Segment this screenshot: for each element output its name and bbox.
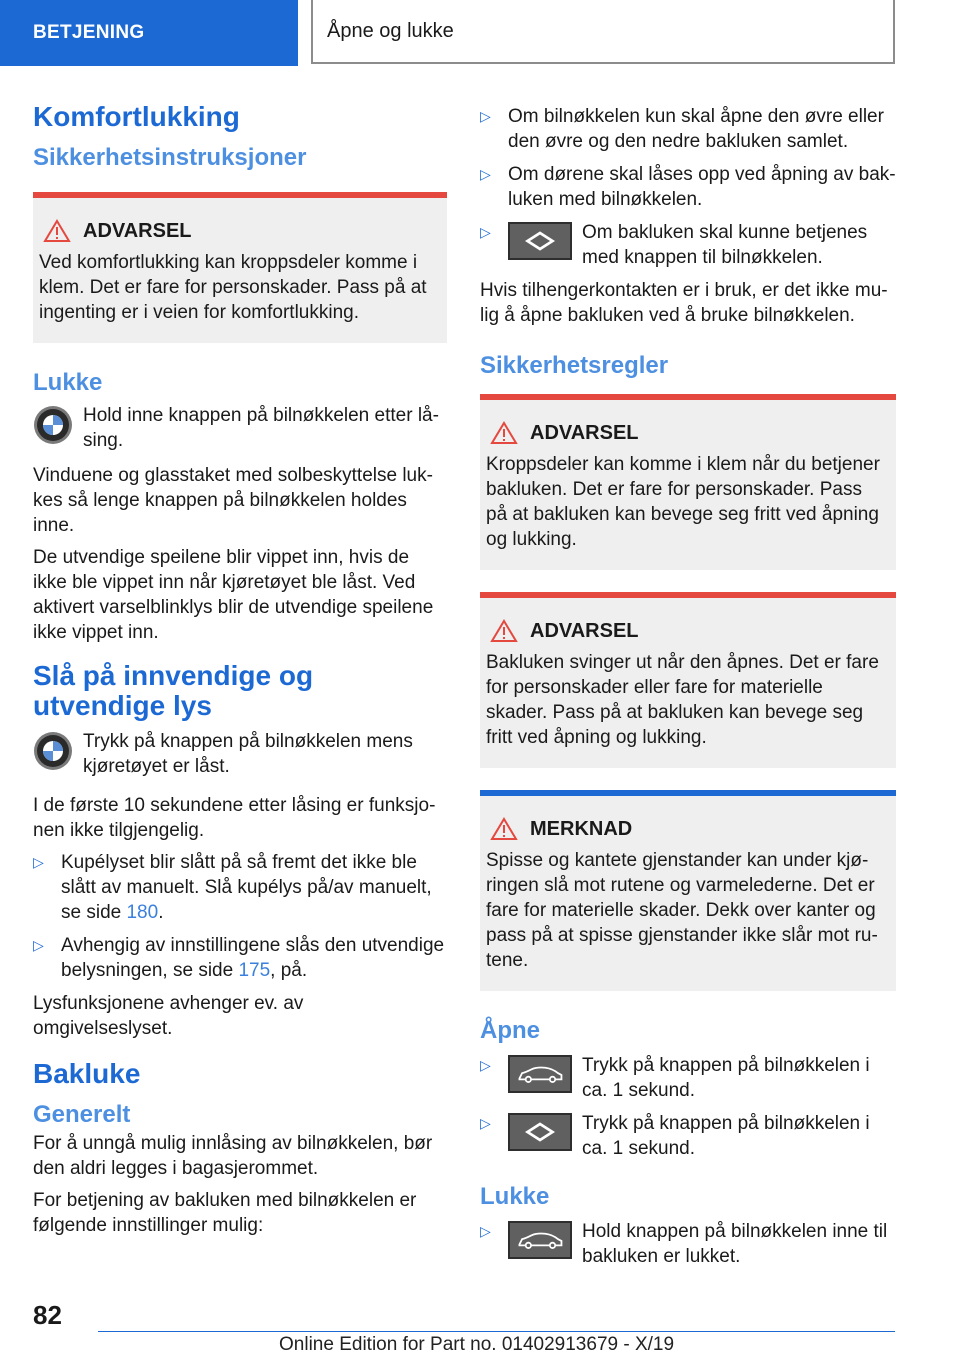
list-item: ▷ Trykk på knappen på bilnøkkelen i ca. 1 sekund.	[480, 1113, 870, 1159]
heading-sikkerhetsregler: Sikkerhetsregler	[480, 352, 669, 379]
bullet-triangle-icon: ▷	[480, 1115, 491, 1131]
warning-text: Ved komfortlukking kan kroppsdeler komme i klem. Det er fare for personskader. Pass på at ingenting er i veien for komfortlukking.	[39, 252, 427, 323]
bullet-triangle-icon: ▷	[480, 1223, 491, 1239]
warning-triangle-icon	[490, 421, 518, 445]
list-item: ▷ Kupélyset blir slått på så fremt det ikke ble slått av manuelt. Slå kupélys på/av manuelt, se side 180.	[33, 852, 432, 923]
paragraph: For å unngå mulig innlåsing av bilnøkkelen, bør den aldri legges i bagasjerommet.	[33, 1133, 433, 1179]
warning-box	[480, 394, 896, 570]
page-link[interactable]: 175	[238, 960, 271, 981]
key-instruction	[33, 403, 447, 453]
note-title: MERKNAD	[530, 818, 633, 840]
heading-lukke-bakluke: Lukke	[480, 1183, 550, 1210]
list-item: ▷ Hold knappen på bilnøkkelen inne til bakluken er lukket.	[480, 1221, 888, 1267]
warning-triangle-icon	[490, 817, 518, 841]
heading-sikkerhetsinstruksjoner: Sikkerhetsinstruksjoner	[33, 144, 307, 171]
bullet-triangle-icon: ▷	[33, 937, 44, 953]
heading-komfortlukking: Komfortlukking	[33, 101, 240, 132]
paragraph: For betjening av bakluken med bilnøkkelen er følgende innstillinger mulig:	[33, 1190, 417, 1236]
warning-title: ADVARSEL	[530, 422, 639, 444]
footer-divider	[98, 1331, 895, 1332]
bmw-key-icon	[33, 731, 73, 771]
bullet-triangle-icon: ▷	[480, 224, 491, 240]
list-item: ▷ Trykk på knappen på bilnøkkelen i ca. 1 sekund.	[480, 1055, 870, 1101]
heading-generelt: Generelt	[33, 1101, 131, 1128]
tailgate-button-icon	[508, 1113, 572, 1151]
paragraph: Vinduene og glasstaket med solbeskyttelse lukkes så lenge knappen på bilnøkkelen holdes inne.	[33, 465, 433, 536]
bullet-triangle-icon: ▷	[480, 108, 491, 124]
warning-title: ADVARSEL	[530, 620, 639, 642]
page-link[interactable]: 180	[126, 902, 159, 923]
paragraph: I de første 10 sekundene etter låsing er funksjonen ikke tilgjengelig.	[33, 795, 436, 841]
left-column	[33, 98, 447, 1245]
bullet-triangle-icon: ▷	[480, 1057, 491, 1073]
car-button-icon	[508, 1055, 572, 1093]
instruction-text: Hold inne knappen på bilnøkkelen etter låsing.	[83, 405, 439, 451]
note-text: Spisse og kantete gjenstander kan under kjøringen slå mot rutene og varmelederne. Det er fare for materielle skader. Dekk over kanter og pass på at spisse gjenstander ikke slår mot rutene.	[486, 850, 878, 971]
heading-lys: Slå på innvendige og utvendige lys	[33, 660, 314, 721]
warning-triangle-icon	[43, 219, 71, 243]
warning-box	[480, 592, 896, 768]
chapter-title: Åpne og lukke	[311, 0, 895, 64]
paragraph: Hvis tilhengerkontakten er i bruk, er det ikke mulig å åpne bakluken ved å bruke bilnøkkelen.	[480, 280, 888, 326]
warning-box	[33, 192, 447, 343]
warning-title: ADVARSEL	[83, 220, 192, 242]
warning-triangle-icon	[490, 619, 518, 643]
heading-bakluke: Bakluke	[33, 1058, 141, 1089]
list-item: ▷ Om dørene skal låses opp ved åpning av bakluken med bilnøkkelen.	[480, 164, 896, 210]
footer-edition: Online Edition for Part no. 01402913679 - X/19	[279, 1334, 675, 1355]
key-instruction	[33, 729, 447, 779]
page-number: 82	[33, 1300, 62, 1330]
section-tab: BETJENING	[0, 0, 298, 66]
list-item: ▷ Om bilnøkkelen kun skal åpne den øvre eller den øvre og den nedre bakluken samlet.	[480, 106, 884, 152]
paragraph: Lysfunksjonene avhenger ev. av omgivelseslyset.	[33, 993, 304, 1039]
bullet-triangle-icon: ▷	[33, 854, 44, 870]
car-button-icon	[508, 1221, 572, 1259]
warning-text: Kroppsdeler kan komme i klem når du betjener bakluken. Det er fare for personskader. Pass på at bakluken kan bevege seg fritt ved åpning og lukking.	[486, 454, 880, 550]
tailgate-button-icon	[508, 222, 572, 260]
note-box	[480, 790, 896, 991]
warning-text: Bakluken svinger ut når den åpnes. Det er fare for personskader eller fare for materielle skader. Pass på at bakluken kan bevege seg fritt ved åpning og lukking.	[486, 652, 879, 748]
heading-lukke: Lukke	[33, 369, 103, 396]
heading-apne: Åpne	[480, 1017, 540, 1044]
instruction-text: Trykk på knappen på bilnøkkelen mens kjøretøyet er låst.	[83, 731, 413, 777]
bmw-key-icon	[33, 405, 73, 445]
paragraph: De utvendige speilene blir vippet inn, hvis de ikke ble vippet inn når kjøretøyet ble låst. Ved aktivert varselblinklys blir de utvendige speilene ikke vippet inn.	[33, 547, 434, 643]
bullet-triangle-icon: ▷	[480, 166, 491, 182]
list-item: ▷ Avhengig av innstillingene slås den utvendige belysningen, se side 175, på.	[33, 935, 445, 981]
page-header	[0, 0, 960, 66]
list-item: ▷ Om bakluken skal kunne betjenes med knappen til bilnøkkelen.	[480, 222, 868, 268]
right-column	[480, 104, 896, 1277]
